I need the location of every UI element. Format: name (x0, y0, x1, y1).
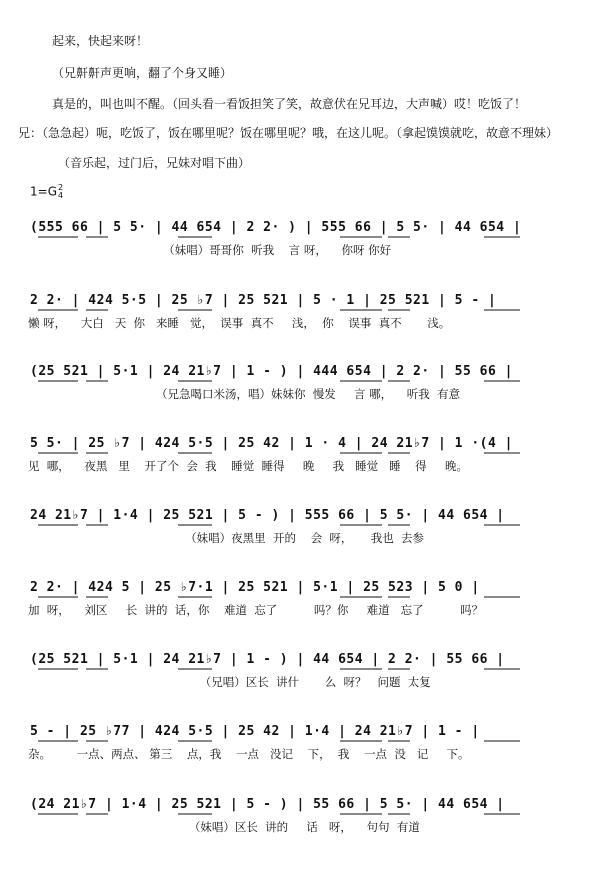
note-line: 24 21♭7 | 1·4 | 25 521 | 5 - ) | 555 66 | 5 5· | 44 654 | (30, 508, 505, 523)
score-system (0, 220, 603, 280)
stage-direction-line: 起来，快起来呀！ (52, 34, 149, 48)
note-line: 2 2· | 424 5·5 | 25 ♭7 | 25 521 | 5 · 1 | 25 521 | 5 - | (30, 293, 497, 308)
lyric-line: 加 呀， 刘区 长 讲的 话，你 难道 忘了 吗？你 难道 忘了 吗？ (28, 603, 484, 617)
stage-direction-line: （音乐起，过门后，兄妹对唱下曲） (58, 156, 251, 170)
time-signature (58, 184, 63, 200)
note-line: 5 - | 25 ♭77 | 424 5·5 | 25 42 | 1·4 | 24 21♭7 | 1 - | (30, 724, 480, 739)
lyric-line: 杂。 一点、两点、 第三 点，我 一点 没记 下， 我 一点 没 记 下。 (28, 747, 470, 761)
time-numerator: 2 (58, 183, 64, 192)
note-line: (555 66 | 5 5· | 44 654 | 2 2· ) | 555 66 | 5 5· | 44 654 | (30, 220, 522, 235)
score-system (0, 797, 603, 857)
note-line: (24 21♭7 | 1·4 | 25 521 | 5 - ) | 55 66 | 5 5· | 44 654 | (30, 797, 505, 812)
score-system (0, 724, 603, 784)
lyric-line: （兄急喝口米汤，唱）妹妹你 慢发 言 哪， 听我 有意 (28, 387, 461, 401)
key-label: 1=G (30, 184, 57, 199)
lyric-line: 见 哪， 夜黑 里 开了个 会 我 睡觉 睡得 晚 我 睡觉 睡 得 晚。 (28, 459, 468, 473)
note-line: 2 2· | 424 5 | 25 ♭7·1 | 25 521 | 5·1 | 25 523 | 5 0 | (30, 580, 480, 595)
stage-direction-line: （兄鼾鼾声更响，翻了个身又睡） (52, 66, 233, 80)
score-system (0, 436, 603, 496)
score-system (0, 580, 603, 640)
lyric-line: （妹唱）夜黑里 开的 会 呀， 我也 去参 (28, 531, 425, 545)
stage-direction-line: 兄：（急急起）呃，吃饭了，饭在哪里呢？饭在哪里呢？哦，在这儿呢。（拿起馍馍就吃，故意不理妹） (18, 126, 559, 140)
lyric-line: （兄唱）区长 讲什 么 呀？ 问题 太复 (28, 675, 431, 689)
score-system (0, 508, 603, 568)
lyric-line: （妹唱）哥哥你 听我 言 呀， 你呀 你好 (28, 243, 392, 257)
key-signature (30, 184, 63, 200)
stage-direction-line: 真是的，叫也叫不醒。（回头看一看饭担笑了笑，故意伏在兄耳边，大声喊）哎！吃饭了！ (52, 97, 527, 111)
score-system (0, 293, 603, 353)
lyric-line: 懒 呀， 大白 天 你 来睡 觉， 误事 真不 浅， 你 误事 真不 浅。 (28, 316, 451, 330)
note-line: 5 5· | 25 ♭7 | 424 5·5 | 25 42 | 1 · 4 | 24 21♭7 | 1 ·(4 | (30, 436, 513, 451)
lyric-line: （妹唱）区长 讲的 话 呀， 句句 有道 (28, 820, 420, 834)
time-denominator: 4 (58, 191, 64, 200)
note-line: (25 521 | 5·1 | 24 21♭7 | 1 - ) | 44 654 | 2 2· | 55 66 | (30, 652, 505, 667)
score-system (0, 364, 603, 424)
score-system (0, 652, 603, 712)
note-line: (25 521 | 5·1 | 24 21♭7 | 1 - ) | 444 654 | 2 2· | 55 66 | (30, 364, 513, 379)
